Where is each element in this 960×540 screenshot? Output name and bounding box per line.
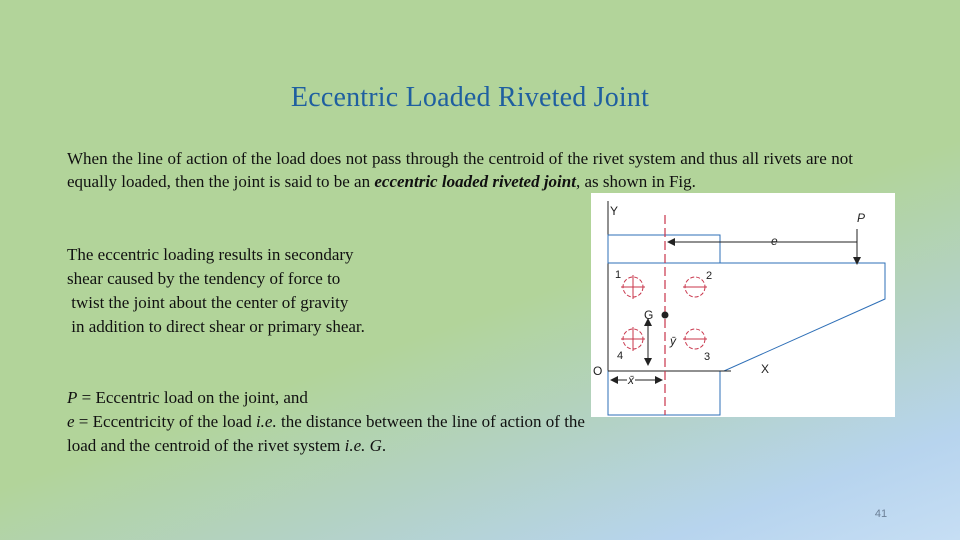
definition-e — [67, 410, 587, 458]
y-axis-label: Y — [610, 204, 619, 218]
e-definition-text-2: the distance between the line of action of the load and the centroid of the rivet system — [67, 412, 585, 455]
rivet-label-3: 3 — [704, 351, 711, 363]
explanation-line-2: shear caused by the tendency of force to — [67, 269, 341, 288]
e-symbol: e — [67, 412, 75, 431]
rivet-label-4: 4 — [617, 350, 624, 362]
e-definition-text-1: = Eccentricity of the load — [74, 412, 256, 431]
definitions-block — [67, 386, 587, 458]
explanation-line-4: in addition to direct shear or primary shear. — [67, 317, 365, 336]
p-symbol: P — [67, 388, 78, 407]
e-centroid-g: G — [369, 436, 382, 455]
riveted-joint-diagram — [591, 193, 895, 417]
rivet-3 — [683, 329, 707, 349]
ybar-label: ȳ — [670, 334, 676, 348]
explanation-line-1: The eccentric loading results in secondary — [67, 245, 354, 264]
definition-p — [67, 386, 587, 410]
e-ie-2: i.e. — [344, 436, 366, 455]
centroid-label: G — [644, 308, 654, 322]
xbar-label: x̄ — [628, 373, 634, 387]
rivet-2 — [683, 277, 707, 297]
rivet-label-1: 1 — [615, 269, 622, 281]
upper-plate — [608, 235, 720, 263]
centroid-point — [662, 312, 669, 319]
intro-emphasis: eccentric loaded riveted joint — [374, 172, 576, 191]
origin-label: O — [593, 364, 603, 378]
e-definition-end: . — [381, 436, 387, 455]
load-label: P — [857, 211, 866, 225]
explanation-line-3: twist the joint about the center of gravity — [67, 293, 349, 312]
slide-title: Eccentric Loaded Riveted Joint — [290, 82, 650, 113]
intro-paragraph — [67, 147, 853, 193]
e-ie-1: i.e. — [255, 412, 277, 431]
rivet-1 — [621, 275, 645, 299]
x-axis-label: X — [761, 362, 770, 376]
eccentricity-label: e — [771, 234, 778, 248]
p-definition-text: = Eccentric load on the joint, and — [77, 388, 308, 407]
rivet-4 — [621, 327, 645, 351]
page-number: 41 — [874, 508, 888, 520]
rivet-label-2: 2 — [706, 270, 713, 282]
intro-text-end: , as shown in Fig. — [575, 172, 696, 191]
lower-plate — [608, 371, 720, 415]
intro-text-start: When the line of action of the load does not pass through the centroid of the rivet system and thus all rivets are not equally loaded, then the joint is said to be an — [67, 149, 853, 191]
explanation-paragraph — [67, 243, 487, 339]
riveted-joint-figure — [591, 193, 895, 417]
